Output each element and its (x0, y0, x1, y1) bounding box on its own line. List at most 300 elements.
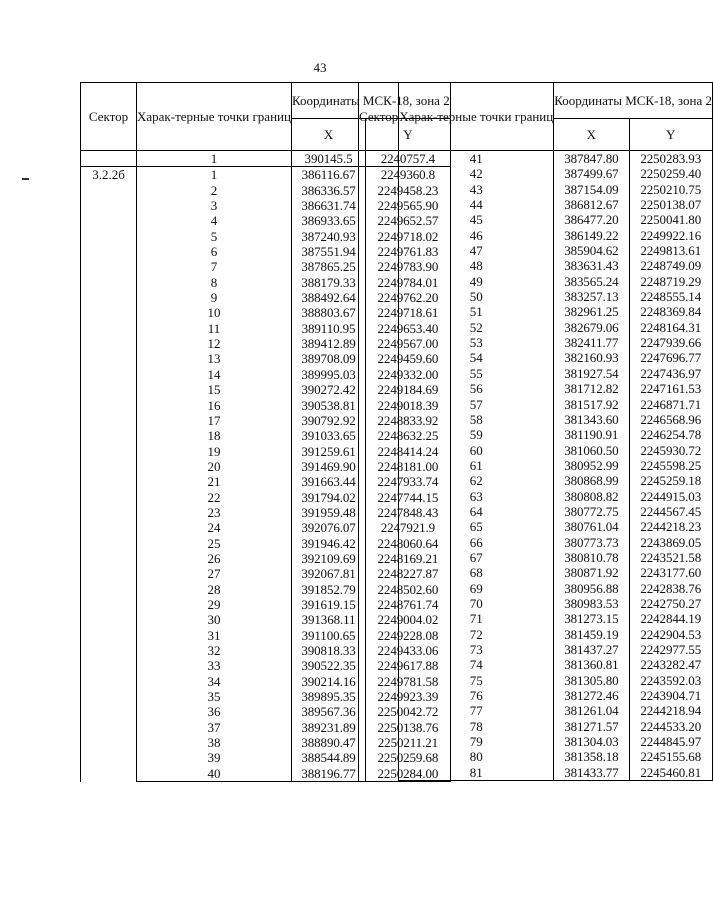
y-cell: 2245259.18 (629, 473, 712, 488)
y-cell: 2250138.07 (629, 197, 712, 212)
table-row (359, 427, 713, 442)
y-cell: 2249184.69 (366, 382, 451, 397)
x-cell: 387847.80 (554, 151, 629, 167)
table-row (359, 642, 713, 657)
y-cell: 2244845.97 (629, 734, 712, 749)
x-cell: 381261.04 (554, 703, 629, 718)
x-header: X (291, 119, 365, 151)
point-cell: 7 (137, 259, 292, 274)
point-cell: 73 (399, 642, 554, 657)
point-cell: 32 (137, 643, 292, 658)
y-cell: 2249458.23 (366, 183, 451, 198)
x-cell: 386812.67 (554, 197, 629, 212)
x-cell: 387551.94 (291, 244, 365, 259)
point-cell: 1 (137, 167, 292, 183)
x-cell: 381304.03 (554, 734, 629, 749)
point-cell: 45 (399, 212, 554, 227)
y-cell: 2240757.4 (366, 151, 451, 167)
point-cell: 15 (137, 382, 292, 397)
y-cell: 2247921.9 (366, 520, 451, 535)
y-cell: 2243282.47 (629, 657, 712, 672)
x-cell: 391794.02 (291, 490, 365, 505)
x-cell: 391100.65 (291, 628, 365, 643)
point-cell: 40 (137, 766, 292, 782)
y-cell: 2248164.31 (629, 320, 712, 335)
y-cell: 2243592.03 (629, 673, 712, 688)
y-cell: 2242844.19 (629, 611, 712, 626)
table-row (359, 581, 713, 596)
table-row (359, 412, 713, 427)
table-row (359, 397, 713, 412)
point-cell: 46 (399, 228, 554, 243)
x-cell: 385904.62 (554, 243, 629, 258)
point-cell: 44 (399, 197, 554, 212)
x-cell: 392109.69 (291, 551, 365, 566)
point-cell: 55 (399, 366, 554, 381)
x-cell: 380868.99 (554, 473, 629, 488)
y-cell: 2250041.80 (629, 212, 712, 227)
point-cell: 23 (137, 505, 292, 520)
table-row (359, 166, 713, 181)
table-row (359, 366, 713, 381)
x-cell: 387154.09 (554, 182, 629, 197)
x-cell: 381433.77 (554, 765, 629, 781)
y-cell: 2249813.61 (629, 243, 712, 258)
y-cell: 2249718.61 (366, 305, 451, 320)
y-cell: 2249653.40 (366, 321, 451, 336)
x-cell: 389110.95 (291, 321, 365, 336)
y-cell: 2249652.57 (366, 213, 451, 228)
point-cell: 42 (399, 166, 554, 181)
x-cell: 389567.36 (291, 704, 365, 719)
y-cell: 2243521.58 (629, 550, 712, 565)
y-cell: 2242750.27 (629, 596, 712, 611)
y-cell: 2242904.53 (629, 627, 712, 642)
y-cell: 2249459.60 (366, 351, 451, 366)
point-cell: 64 (399, 504, 554, 519)
table-row (359, 688, 713, 703)
y-cell: 2248632.25 (366, 428, 451, 443)
y-cell: 2250259.68 (366, 750, 451, 765)
table-row (359, 657, 713, 672)
x-cell: 386631.74 (291, 198, 365, 213)
y-header: Y (366, 119, 451, 151)
y-cell: 2249360.8 (366, 167, 451, 183)
y-cell: 2250211.21 (366, 735, 451, 750)
point-cell: 28 (137, 582, 292, 597)
y-cell: 2249228.08 (366, 628, 451, 643)
table-row (359, 519, 713, 534)
x-cell: 381459.19 (554, 627, 629, 642)
point-cell: 34 (137, 674, 292, 689)
y-cell: 2248060.64 (366, 536, 451, 551)
point-cell: 47 (399, 243, 554, 258)
x-cell: 388544.89 (291, 750, 365, 765)
point-cell: 41 (399, 151, 554, 167)
x-cell: 383257.13 (554, 289, 629, 304)
point-cell: 36 (137, 704, 292, 719)
point-cell: 58 (399, 412, 554, 427)
y-cell: 2244567.45 (629, 504, 712, 519)
coordinates-header: Координаты МСК-18, зона 2 (554, 83, 713, 119)
y-cell: 2247933.74 (366, 474, 451, 489)
x-cell: 383565.24 (554, 274, 629, 289)
point-cell: 14 (137, 367, 292, 382)
point-cell: 17 (137, 413, 292, 428)
y-cell: 2249718.02 (366, 229, 451, 244)
x-cell: 382411.77 (554, 335, 629, 350)
table-row (359, 489, 713, 504)
page-number: 43 (313, 60, 327, 75)
x-cell: 382160.93 (554, 350, 629, 365)
x-cell: 386336.57 (291, 183, 365, 198)
table-row (359, 749, 713, 764)
point-cell: 22 (137, 490, 292, 505)
x-cell: 380773.73 (554, 535, 629, 550)
y-cell: 2247848.43 (366, 505, 451, 520)
x-cell: 380952.99 (554, 458, 629, 473)
x-cell: 388890.47 (291, 735, 365, 750)
point-cell: 54 (399, 350, 554, 365)
y-cell: 2247161.53 (629, 381, 712, 396)
point-cell: 72 (399, 627, 554, 642)
y-cell: 2249922.16 (629, 228, 712, 243)
point-cell: 65 (399, 519, 554, 534)
sector-cell (81, 151, 137, 167)
y-header: Y (629, 119, 712, 151)
point-cell: 31 (137, 628, 292, 643)
point-cell: 5 (137, 229, 292, 244)
x-cell: 386933.65 (291, 213, 365, 228)
x-cell: 380983.53 (554, 596, 629, 611)
point-cell: 30 (137, 612, 292, 627)
table-row (359, 197, 713, 212)
table-row (359, 596, 713, 611)
y-cell: 2250259.40 (629, 166, 712, 181)
x-cell: 389412.89 (291, 336, 365, 351)
y-cell: 2249018.39 (366, 398, 451, 413)
y-cell: 2249923.39 (366, 689, 451, 704)
point-cell: 57 (399, 397, 554, 412)
y-cell: 2248749.09 (629, 258, 712, 273)
y-cell: 2246254.78 (629, 427, 712, 442)
table-row (359, 289, 713, 304)
x-cell: 392076.07 (291, 520, 365, 535)
point-cell: 67 (399, 550, 554, 565)
point-cell: 37 (137, 720, 292, 735)
x-cell: 391959.48 (291, 505, 365, 520)
point-cell: 27 (137, 566, 292, 581)
point-cell: 50 (399, 289, 554, 304)
point-cell: 60 (399, 443, 554, 458)
table-row (359, 304, 713, 319)
table-row (359, 320, 713, 335)
x-cell: 389995.03 (291, 367, 365, 382)
point-cell: 77 (399, 703, 554, 718)
point-cell: 8 (137, 275, 292, 290)
y-cell: 2246871.71 (629, 397, 712, 412)
table-row (359, 473, 713, 488)
point-cell: 70 (399, 596, 554, 611)
x-cell: 386149.22 (554, 228, 629, 243)
x-cell: 390145.5 (291, 151, 365, 167)
coordinates-header: Координаты МСК-18, зона 2 (291, 83, 450, 119)
table-row (359, 212, 713, 227)
y-cell: 2245598.25 (629, 458, 712, 473)
y-cell: 2247744.15 (366, 490, 451, 505)
y-cell: 2247939.66 (629, 335, 712, 350)
point-cell: 61 (399, 458, 554, 473)
x-cell: 381273.15 (554, 611, 629, 626)
point-cell: 25 (137, 536, 292, 551)
x-cell: 381305.80 (554, 673, 629, 688)
point-cell: 48 (399, 258, 554, 273)
y-cell: 2249004.02 (366, 612, 451, 627)
x-cell: 388179.33 (291, 275, 365, 290)
table-row (359, 182, 713, 197)
point-cell: 20 (137, 459, 292, 474)
point-cell: 3 (137, 198, 292, 213)
x-cell: 387499.67 (554, 166, 629, 181)
x-cell: 391469.90 (291, 459, 365, 474)
y-cell: 2249761.83 (366, 244, 451, 259)
x-cell: 389895.35 (291, 689, 365, 704)
points-header: Харак-терные точки границ (137, 83, 292, 151)
point-cell: 26 (137, 551, 292, 566)
x-cell: 380871.92 (554, 565, 629, 580)
point-cell: 80 (399, 749, 554, 764)
x-cell: 388492.64 (291, 290, 365, 305)
table-row (359, 765, 713, 781)
x-cell: 381271.57 (554, 719, 629, 734)
y-cell: 2242977.55 (629, 642, 712, 657)
point-cell: 76 (399, 688, 554, 703)
y-cell: 2248227.87 (366, 566, 451, 581)
x-cell: 390522.35 (291, 658, 365, 673)
point-cell: 81 (399, 765, 554, 781)
point-cell: 43 (399, 182, 554, 197)
point-cell: 71 (399, 611, 554, 626)
y-cell: 2250284.00 (366, 766, 451, 782)
y-cell: 2249762.20 (366, 290, 451, 305)
x-cell: 386477.20 (554, 212, 629, 227)
y-cell: 2247436.97 (629, 366, 712, 381)
x-cell: 389708.09 (291, 351, 365, 366)
x-cell: 391619.15 (291, 597, 365, 612)
x-cell: 391852.79 (291, 582, 365, 597)
point-cell: 49 (399, 274, 554, 289)
point-cell: 6 (137, 244, 292, 259)
x-cell: 389231.89 (291, 720, 365, 735)
x-cell: 381272.46 (554, 688, 629, 703)
point-cell: 18 (137, 428, 292, 443)
x-cell: 381927.54 (554, 366, 629, 381)
y-cell: 2249617.88 (366, 658, 451, 673)
point-cell: 19 (137, 444, 292, 459)
point-cell: 29 (137, 597, 292, 612)
x-cell: 386116.67 (291, 167, 365, 183)
point-cell: 33 (137, 658, 292, 673)
x-cell: 391946.42 (291, 536, 365, 551)
table-row (359, 274, 713, 289)
x-cell: 381060.50 (554, 443, 629, 458)
table-row (359, 673, 713, 688)
y-cell: 2248833.92 (366, 413, 451, 428)
point-cell: 1 (137, 151, 292, 167)
point-cell: 74 (399, 657, 554, 672)
sector-header: Сектор (81, 83, 137, 151)
point-cell: 53 (399, 335, 554, 350)
y-cell: 2244218.94 (629, 703, 712, 718)
y-cell: 2247696.77 (629, 350, 712, 365)
point-cell: 9 (137, 290, 292, 305)
x-cell: 382679.06 (554, 320, 629, 335)
y-cell: 2248555.14 (629, 289, 712, 304)
point-cell: 59 (399, 427, 554, 442)
y-cell: 2249565.90 (366, 198, 451, 213)
y-cell: 2242838.76 (629, 581, 712, 596)
y-cell: 2243904.71 (629, 688, 712, 703)
y-cell: 2245930.72 (629, 443, 712, 458)
y-cell: 2245460.81 (629, 765, 712, 781)
point-cell: 12 (137, 336, 292, 351)
table-row (359, 611, 713, 626)
y-cell: 2248414.24 (366, 444, 451, 459)
point-cell: 21 (137, 474, 292, 489)
point-cell: 68 (399, 565, 554, 580)
y-cell: 2243869.05 (629, 535, 712, 550)
point-cell: 78 (399, 719, 554, 734)
x-cell: 390818.33 (291, 643, 365, 658)
y-cell: 2249783.90 (366, 259, 451, 274)
x-cell: 390214.16 (291, 674, 365, 689)
y-cell: 2248719.29 (629, 274, 712, 289)
points-header: Харак-терные точки границ (399, 83, 554, 151)
point-cell: 4 (137, 213, 292, 228)
point-cell: 69 (399, 581, 554, 596)
point-cell: 10 (137, 305, 292, 320)
y-cell: 2246568.96 (629, 412, 712, 427)
y-cell: 2250210.75 (629, 182, 712, 197)
x-cell: 383631.43 (554, 258, 629, 273)
point-cell: 79 (399, 734, 554, 749)
x-cell: 391033.65 (291, 428, 365, 443)
table-row (359, 550, 713, 565)
table-row (359, 151, 713, 167)
x-cell: 381437.27 (554, 642, 629, 657)
table-row (359, 458, 713, 473)
x-cell: 388803.67 (291, 305, 365, 320)
y-cell: 2245155.68 (629, 749, 712, 764)
table-row (359, 443, 713, 458)
x-cell: 381190.91 (554, 427, 629, 442)
y-cell: 2249784.01 (366, 275, 451, 290)
table-row (359, 565, 713, 580)
y-cell: 2244533.20 (629, 719, 712, 734)
table-row (359, 258, 713, 273)
x-cell: 388196.77 (291, 766, 365, 782)
x-cell: 381360.81 (554, 657, 629, 672)
table-row (359, 504, 713, 519)
sector-cell (359, 151, 399, 781)
x-cell: 391663.44 (291, 474, 365, 489)
y-cell: 2250138.76 (366, 720, 451, 735)
x-cell: 392067.81 (291, 566, 365, 581)
y-cell: 2250042.72 (366, 704, 451, 719)
y-cell: 2244915.03 (629, 489, 712, 504)
margin-mark (22, 178, 29, 180)
x-cell: 381343.60 (554, 412, 629, 427)
x-cell: 390538.81 (291, 398, 365, 413)
x-cell: 387865.25 (291, 259, 365, 274)
coordinates-table-right (358, 82, 713, 781)
point-cell: 38 (137, 735, 292, 750)
y-cell: 2243177.60 (629, 565, 712, 580)
y-cell: 2244218.23 (629, 519, 712, 534)
point-cell: 2 (137, 183, 292, 198)
table-row (359, 703, 713, 718)
point-cell: 62 (399, 473, 554, 488)
x-cell: 382961.25 (554, 304, 629, 319)
point-cell: 39 (137, 750, 292, 765)
table-row (359, 350, 713, 365)
y-cell: 2249433.06 (366, 643, 451, 658)
x-cell: 381712.82 (554, 381, 629, 396)
point-cell: 16 (137, 398, 292, 413)
point-cell: 63 (399, 489, 554, 504)
y-cell: 2248369.84 (629, 304, 712, 319)
table-row (359, 228, 713, 243)
y-cell: 2248169.21 (366, 551, 451, 566)
x-cell: 391368.11 (291, 612, 365, 627)
y-cell: 2250283.93 (629, 151, 712, 167)
x-cell: 380810.78 (554, 550, 629, 565)
y-cell: 2249781.58 (366, 674, 451, 689)
sector-name: 3.2.2б (81, 167, 137, 782)
y-cell: 2248761.74 (366, 597, 451, 612)
x-cell: 390792.92 (291, 413, 365, 428)
x-cell: 380808.82 (554, 489, 629, 504)
x-cell: 381358.18 (554, 749, 629, 764)
x-cell: 380761.04 (554, 519, 629, 534)
y-cell: 2249332.00 (366, 367, 451, 382)
point-cell: 52 (399, 320, 554, 335)
y-cell: 2249567.00 (366, 336, 451, 351)
point-cell: 11 (137, 321, 292, 336)
x-cell: 390272.42 (291, 382, 365, 397)
point-cell: 24 (137, 520, 292, 535)
x-cell: 387240.93 (291, 229, 365, 244)
table-row (359, 381, 713, 396)
x-cell: 381517.92 (554, 397, 629, 412)
x-cell: 391259.61 (291, 444, 365, 459)
table-row (359, 243, 713, 258)
x-cell: 380772.75 (554, 504, 629, 519)
point-cell: 75 (399, 673, 554, 688)
table-row (359, 627, 713, 642)
y-cell: 2248181.00 (366, 459, 451, 474)
sector-header: Сектор (359, 83, 399, 151)
y-cell: 2248502.60 (366, 582, 451, 597)
point-cell: 35 (137, 689, 292, 704)
table-row (359, 335, 713, 350)
point-cell: 13 (137, 351, 292, 366)
x-cell: 380956.88 (554, 581, 629, 596)
table-row (359, 535, 713, 550)
table-row (359, 719, 713, 734)
point-cell: 51 (399, 304, 554, 319)
point-cell: 56 (399, 381, 554, 396)
